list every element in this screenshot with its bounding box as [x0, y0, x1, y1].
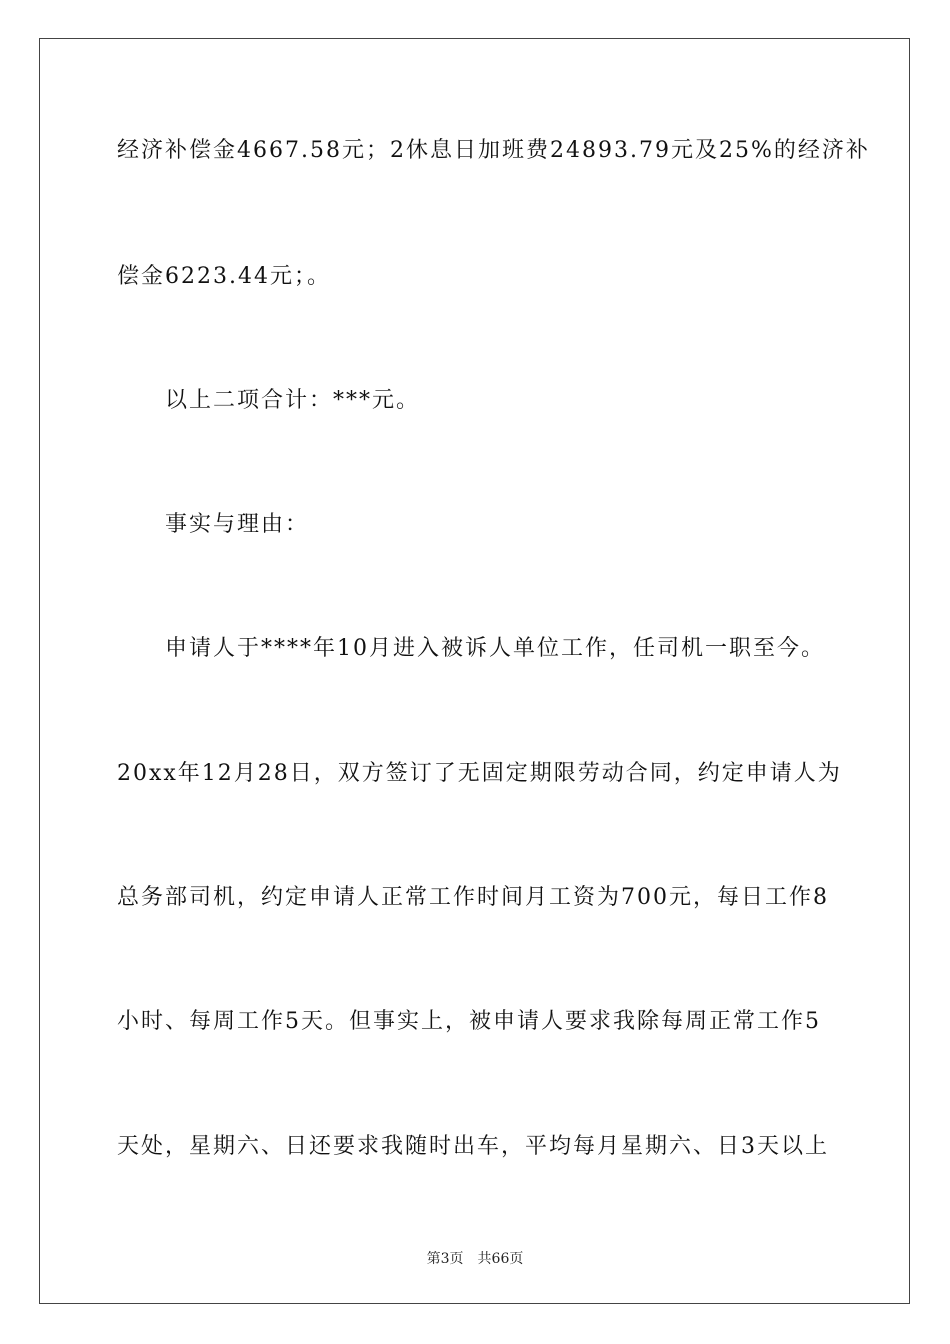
page-number: 第3页 — [426, 1251, 464, 1267]
text-line-3: 以上二项合计：***元。 — [165, 388, 421, 413]
text-line-5: 申请人于****年10月进入被诉人单位工作，任司机一职至今。 — [165, 636, 825, 661]
section-heading-facts: 事实与理由： — [165, 512, 310, 537]
text-line-2: 偿金6223.44元；。 — [117, 264, 331, 289]
total-pages: 共66页 — [477, 1251, 524, 1267]
page-frame — [39, 38, 910, 1304]
text-line-9: 天处，星期六、日还要求我随时出车，平均每月星期六、日3天以上 — [117, 1134, 829, 1159]
page-footer — [0, 1248, 950, 1268]
text-line-8: 小时、每周工作5天。但事实上，被申请人要求我除每周正常工作5 — [117, 1009, 821, 1034]
text-line-6: 20xx年12月28日，双方签订了无固定期限劳动合同，约定申请人为 — [117, 761, 842, 786]
text-line-1: 经济补偿金4667.58元；2休息日加班费24893.79元及25%的经济补 — [117, 138, 870, 163]
text-line-7: 总务部司机，约定申请人正常工作时间月工资为700元，每日工作8 — [117, 885, 829, 910]
